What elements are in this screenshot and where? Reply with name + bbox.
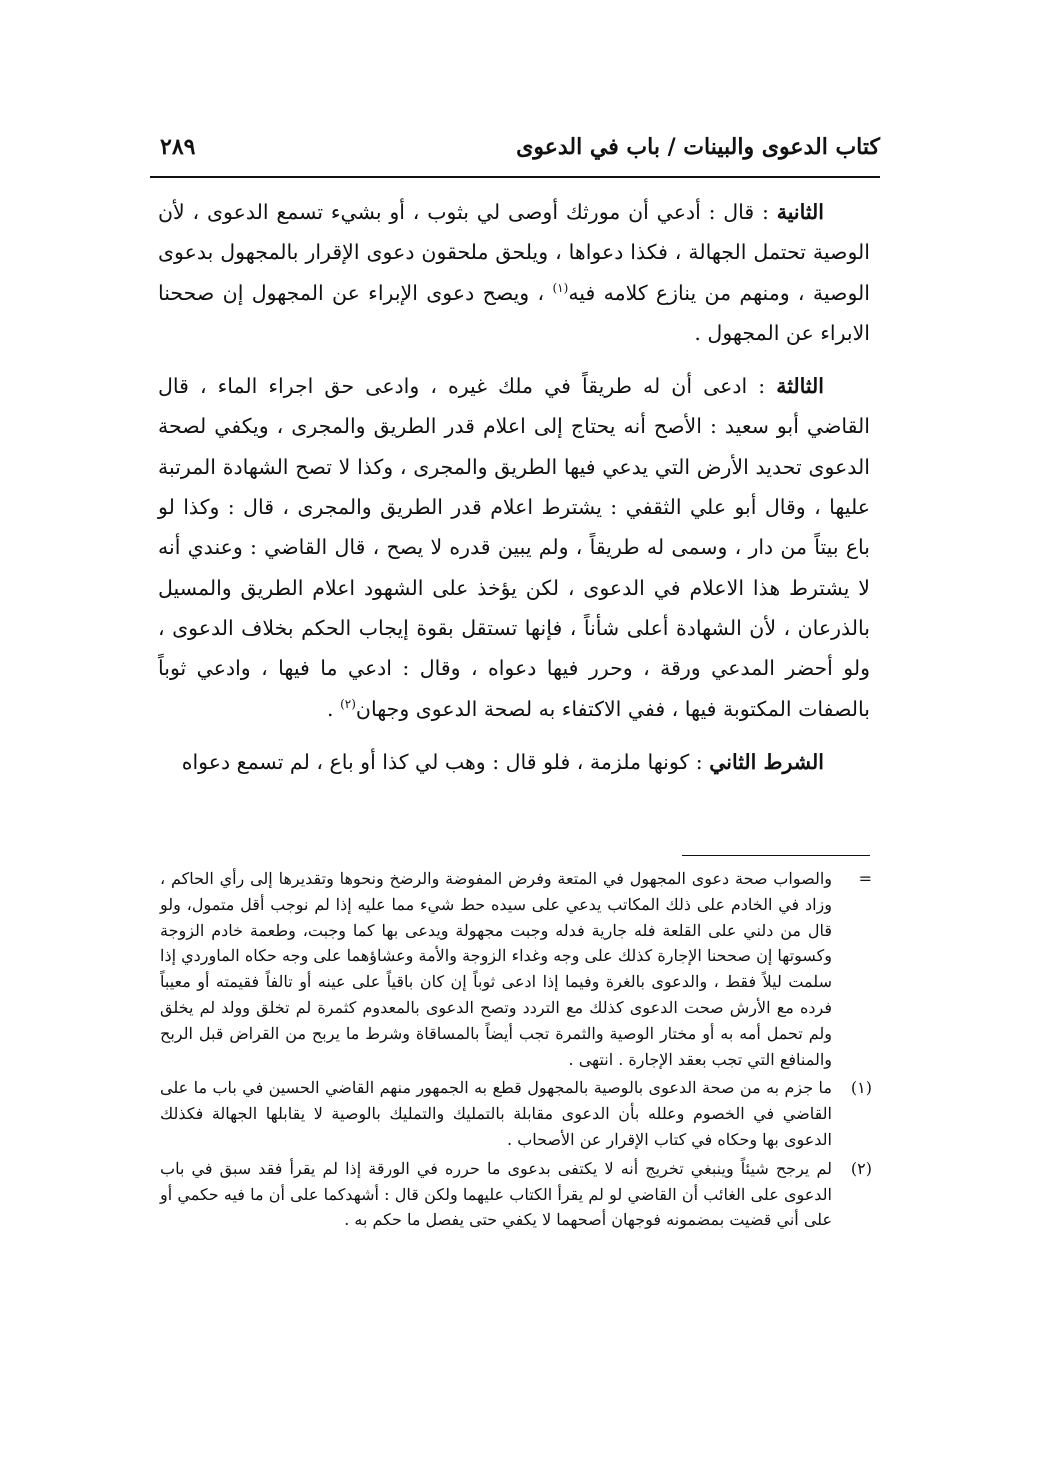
header-rule <box>150 176 880 178</box>
case-heading: الثالثة <box>776 374 824 399</box>
footnote-separator <box>682 855 870 856</box>
footnote-text: والصواب صحة دعوى المجهول في المتعة وفرض المفوضة والرضخ ونحوها وتقديرها إلى رأي الحاكم ، وزاد في الخادم على ذلك المكاتب يدعي على سيده حط شيء مما عليه إذا لم نوجب أقل متمول، ولو قال من دلني على القلعة فله جارية فدله وجبت مجهولة ويدعى بها كما وجبت، وطعمة خادم الزوجة وكسوتها إن صححنا الإجارة كذلك على وجه وغداء الزوجة والأمة وعشاؤهما على وجه حكاه الماوردي إذا سلمت ليلاً فقط ، والدعوى بالغرة وفيما إذا ادعى ثوباً إن كان باقياً على عينه أو تالفاً فقيمته أو معيباً فرده مع الأرش صحت الدعوى كذلك مع التردد وتصح الدعوى بالمعدوم كثمرة لم تخلق وولد لم يخلق ولم تحمل أمه به أو مختار الوصية والثمرة تجب أيضاً بالمساقاة وشرط ما يربح من القراض قبل الربح والمنافع التي تجب بعقد الإجارة . انتهى . <box>160 869 833 1069</box>
footnote-mark: (٢) <box>850 1158 872 1178</box>
footnote-2 <box>160 1156 872 1233</box>
running-header <box>150 134 880 174</box>
footnote-1 <box>160 1075 872 1152</box>
footnote-mark: (١) <box>850 1078 872 1098</box>
footnotes <box>160 866 872 1236</box>
paragraph-text: : ادعى أن له طريقاً في ملك غيره ، وادعى حق اجراء الماء ، قال القاضي أبو سعيد : الأصح أنه يحتاج إلى اعلام قدر الطريق والمجرى ، ويكفي لصحة الدعوى تحديد الأرض التي يدعي فيها الطريق والمجرى ، وكذا لا تصح الشهادة المرتبة عليها ، وقال أبو علي الثقفي : يشترط اعلام قدر الطريق والمجرى ، قال : وكذا لو باع بيتاً من دار ، وسمى له طريقاً ، ولم يبين قدره لا يصح ، قال القاضي : وعندي أنه لا يشترط هذا الاعلام في الدعوى ، لكن يؤخذ على الشهود اعلام الطريق والمسيل بالذرعان ، لأن الشهادة أعلى شأناً ، فإنها تستقل بقوة إيجاب الحكم بخلاف الدعوى ، ولو أحضر المدعي ورقة ، وحرر فيها دعواه ، وقال : ادعي ما فيها ، وادعي ثوباً بالصفات المكتوبة فيها ، ففي الاكتفاء به لصحة الدعوى وجهان <box>158 374 870 721</box>
page-number: ٢٨٩ <box>160 134 196 160</box>
paragraph-text: : قال : أدعي أن مورثك أوصى لي بثوب ، أو بشيء تسمع الدعوى ، لأن الوصية تحتمل الجهالة ، فكذا دعواها ، ويلحق ملحقون دعوى الإقرار بالمجهول بدعوى الوصية ، ومنهم من ينازع كلامه فيه <box>158 200 870 305</box>
paragraph-second-condition <box>158 742 870 782</box>
paragraph-text: : كونها ملزمة ، فلو قال : وهب لي كذا أو باع ، لم تسمع دعواه <box>181 749 710 774</box>
paragraph-third-case <box>158 366 870 729</box>
footnote-ref-2[interactable]: (٢) <box>340 696 356 711</box>
paragraph-text: ، ويصح دعوى الإبراء عن المجهول إن صححنا الابراء عن المجهول . <box>158 280 870 345</box>
main-text <box>158 192 870 782</box>
chapter-title: كتاب الدعوى والبينات / باب في الدعوى <box>516 134 880 160</box>
paragraph-second-case <box>158 192 870 353</box>
footnote-text: لم يرجح شيئاً وينبغي تخريج أنه لا يكتفى بدعوى ما حرره في الورقة إذا لم يقرأ فقد سبق في باب الدعوى على الغائب أن القاضي لو لم يقرأ الكتاب عليهما ولكن قال : أشهدكما على أن ما فيه حكمي أو على أني قضيت بمضمونه فوجهان أصحهما لا يكفي حتى يفصل ما حكم به . <box>160 1158 832 1230</box>
paragraph-text: . <box>327 696 341 721</box>
section-heading: الشرط الثاني <box>709 749 824 774</box>
footnote-text: ما جزم به من صحة الدعوى بالوصية بالمجهول قطع به الجمهور منهم القاضي الحسين في باب ما على القاضي في الخصوم وعلله بأن الدعوى مقابلة بالتمليك والتمليك بالوصية لا يقابلها الجهالة فكذلك الدعوى بها وحكاه في كتاب الإقرار عن الأصحاب . <box>160 1078 833 1149</box>
case-heading: الثانية <box>776 200 824 224</box>
footnote-mark: = <box>858 869 872 888</box>
footnote-ref-1[interactable]: (١) <box>552 280 569 295</box>
footnote-continued <box>160 866 872 1072</box>
